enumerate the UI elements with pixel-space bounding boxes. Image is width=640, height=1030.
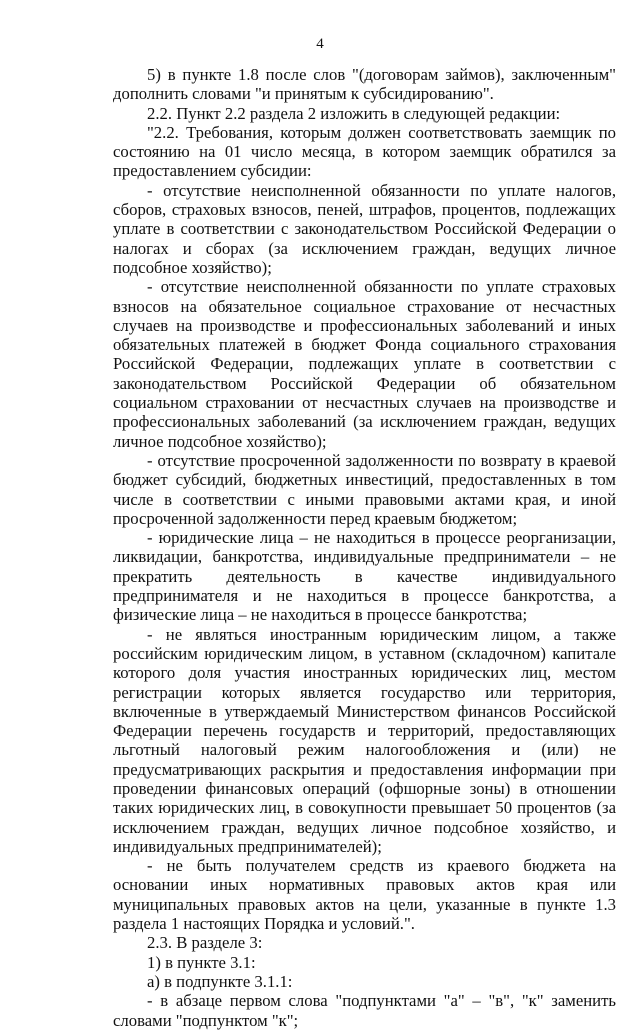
paragraph: - юридические лица – не находиться в процессе реорганизации, ликвидации, банкротства, индивидуальные предприниматели – не прекратить деятельность в качестве индивидуального предпринимателя и не находиться в процессе банкротства, а физические лица – не находиться в процессе банкротства; [113,528,616,625]
paragraph: 2.2. Пункт 2.2 раздела 2 изложить в следующей редакции: [147,103,561,123]
page-number: 4 [316,36,324,52]
paragraph: - не быть получателем средств из краевого бюджета на основании иных нормативных правовых актов края или муниципальных правовых актов на цели, указанные в пункте 1.3 раздела 1 настоящих Порядка и условий.". [113,856,616,934]
paragraph: - не являться иностранным юридическим лицом, а также российским юридическим лицом, в уставном (складочном) капитале которого доля участия иностранных юридических лиц, местом регистрации которых является государство или территория, включенные в утверждаемый Министерством финансов Российской Федерации перечень государств и территорий, предоставляющих льготный налоговый режим налогообложения и (или) не предусматривающих раскрытия и предоставления информации при проведении финансовых операций (офшорные зоны) в отношении таких юридических лиц, в совокупности превышает 50 процентов (за исключением граждан, ведущих личное подсобное хозяйство, и индивидуальных предпринимателей); [113,624,616,856]
paragraph: - в абзаце первом слова "подпунктами "а" – "в", "к" заменить словами "подпунктом "к"; [113,991,616,1030]
paragraph: "2.2. Требования, которым должен соответствовать заемщик по состоянию на 01 число месяца, в котором заемщик обратился за предоставлением субсидии: [113,122,616,181]
paragraph: - отсутствие просроченной задолженности по возврату в краевой бюджет субсидий, бюджетных инвестиций, предоставленных в том числе в соответствии с иными правовыми актами края, и иной просроченной задолженности перед краевым бюджетом; [113,450,616,528]
paragraph: - отсутствие неисполненной обязанности по уплате страховых взносов на обязательное социальное страхование от несчастных случаев на производстве и профессиональных заболеваний и иных обязательных платежей в бюджет Фонда социального страхования Российской Федерации, подлежащих уплате в соответствии с законодательством Российской Федерации об обязательном социальном страховании от несчастных случаев на производстве и профессиональных заболеваний (за исключением граждан, ведущих личное подсобное хозяйство); [113,277,616,451]
paragraph: 5) в пункте 1.8 после слов "(договорам займов), заключенным" дополнить словами "и принятым к субсидированию". [113,65,616,104]
paragraph: - отсутствие неисполненной обязанности по уплате налогов, сборов, страховых взносов, пеней, штрафов, процентов, подлежащих уплате в соответствии с законодательством Российской Федерации о налогах и сборах (за исключением граждан, ведущих личное подсобное хозяйство); [113,180,616,277]
paragraph: а) в подпункте 3.1.1: [147,971,293,991]
paragraph: 1) в пункте 3.1: [147,952,256,972]
document-body [113,65,616,1030]
paragraph: 2.3. В разделе 3: [147,933,263,953]
